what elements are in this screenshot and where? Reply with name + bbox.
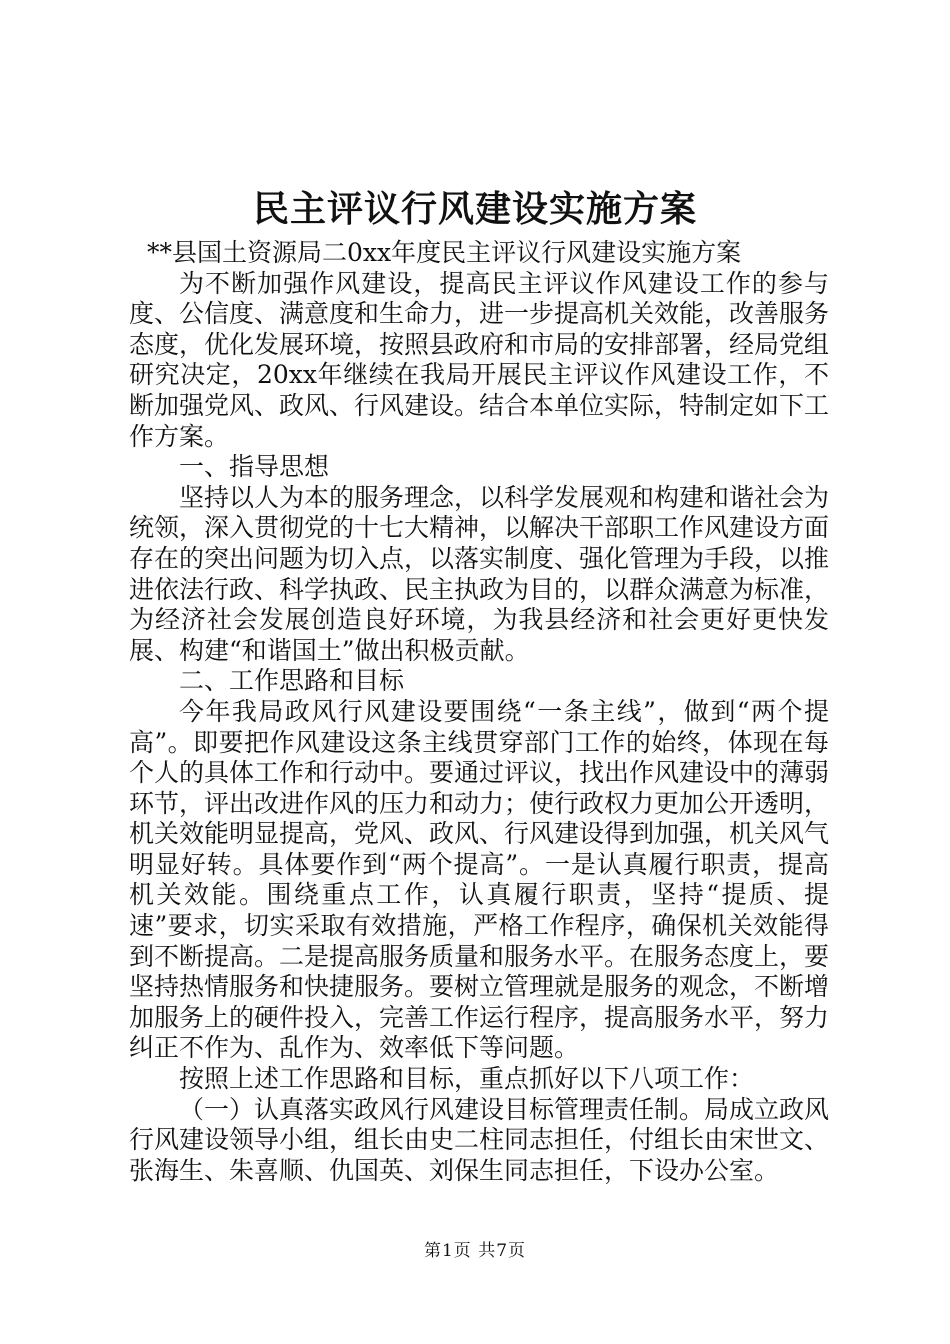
section-heading-work-ideas: 二、工作思路和目标: [179, 666, 405, 696]
paragraph-task-one: （一）认真落实政风行风建设目标管理责任制。局成立政风行风建设领导小组，组长由史二柱同志担任，付组长由宋世文、张海生、朱喜顺、仇国英、刘保生同志担任，下设办公室。: [129, 1094, 830, 1185]
section-heading-guiding-thought: 一、指导思想: [179, 452, 330, 482]
paragraph-guiding-thought: 坚持以人为本的服务理念，以科学发展观和构建和谐社会为统领，深入贯彻党的十七大精神，以解决干部职工作风建设方面存在的突出问题为切入点，以落实制度、强化管理为手段，以推进依法行政、科学执政、民主执政为目的，以群众满意为标准，为经济社会发展创造良好环境，为我县经济和社会更好更快发展、构建“和谐国土”做出积极贡献。: [129, 482, 830, 665]
page-number-footer: 第1页 共7页: [423, 1241, 527, 1261]
document-body: [129, 238, 829, 1186]
paragraph-work-ideas: 今年我局政风行风建设要围绕“一条主线”，做到“两个提高”。即要把作风建设这条主线贯穿部门工作的始终，体现在每个人的具体工作和行动中。要通过评议，找出作风建设中的薄弱环节，评出改进作风的压力和动力；使行政权力更加公开透明，机关效能明显提高，党风、政风、行风建设得到加强，机关风气明显好转。具体要作到“两个提高”。一是认真履行职责，提高机关效能。围绕重点工作，认真履行职责，坚持“提质、提速”要求，切实采取有效措施，严格工作程序，确保机关效能得到不断提高。二是提高服务质量和服务水平。在服务态度上，要坚持热情服务和快捷服务。要树立管理就是服务的观念，不断增加服务上的硬件投入，完善工作运行程序，提高服务水平，努力纠正不作为、乱作为、效率低下等问题。: [129, 696, 830, 1063]
paragraph-eight-tasks: 按照上述工作思路和目标，重点抓好以下八项工作：: [179, 1064, 755, 1094]
document-subtitle: **县国土资源局二0xx年度民主评议行风建设实施方案: [147, 238, 742, 267]
document-title: 民主评议行风建设实施方案: [252, 188, 697, 230]
paragraph-intro: 为不断加强作风建设，提高民主评议作风建设工作的参与度、公信度、满意度和生命力，进一步提高机关效能，改善服务态度，优化发展环境，按照县政府和市局的安排部署，经局党组研究决定，20xx年继续在我局开展民主评议作风建设工作，不断加强党风、政风、行风建设。结合本单位实际，特制定如下工作方案。: [129, 268, 830, 451]
